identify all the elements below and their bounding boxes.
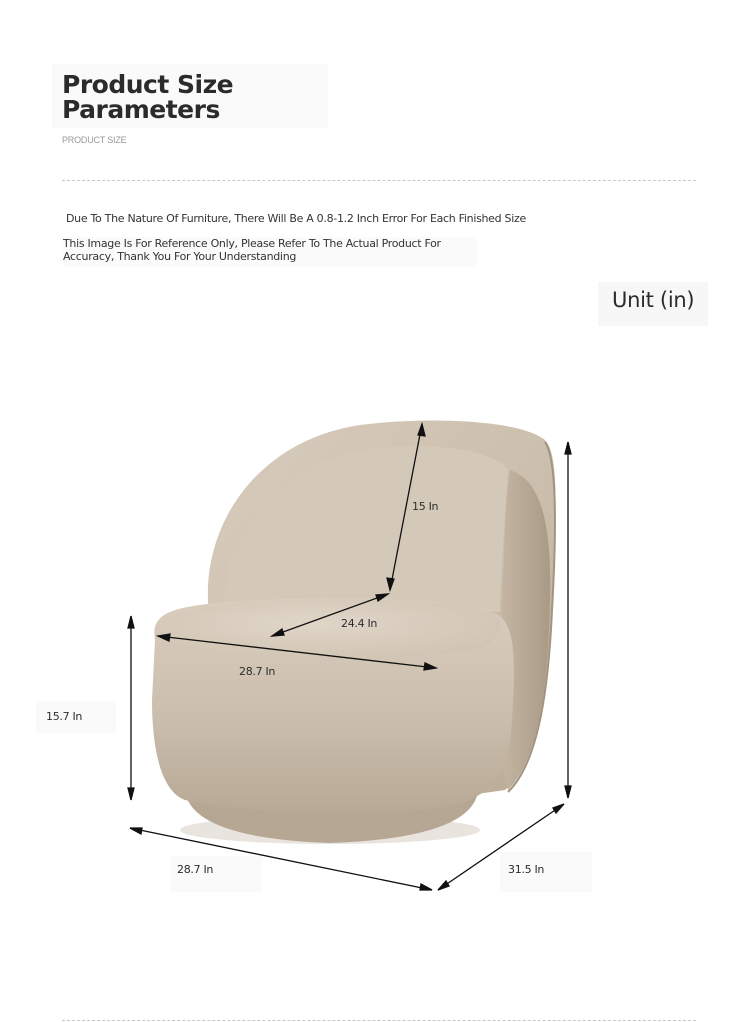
dim-label-seat-height: 15.7 In [46,710,83,723]
dim-label-seat-width: 28.7 In [239,665,276,678]
error-note: Due To The Nature Of Furniture, There Will Be A 0.8-1.2 Inch Error For Each Finished Size [66,212,526,225]
arrow-head [128,616,134,628]
arrow-head [553,804,564,813]
unit-label: Unit (in) [612,288,695,312]
title-line-1: Product Size [62,70,234,99]
page-subtitle: PRODUCT SIZE [62,135,127,145]
dim-label-seat-depth: 24.4 In [341,617,378,630]
arrow-head [438,881,449,890]
chair-seat-cushion [160,600,501,660]
dim-label-base-width: 28.7 In [177,863,214,876]
arrow-head [130,828,142,834]
arrow-head [128,788,134,800]
divider-bottom [62,1020,696,1021]
dim-label-base-depth: 31.5 In [508,863,545,876]
chair-shape [152,420,556,844]
arrow-head [420,884,432,890]
reference-note: This Image Is For Reference Only, Please Refer To The Actual Product For Accuracy, Thank You For Your Understanding [63,237,477,267]
dim-label-backrest-height: 15 In [412,500,439,513]
arrow-head [565,442,571,454]
arrow-head [565,786,571,798]
title-line-2: Parameters [62,95,220,124]
